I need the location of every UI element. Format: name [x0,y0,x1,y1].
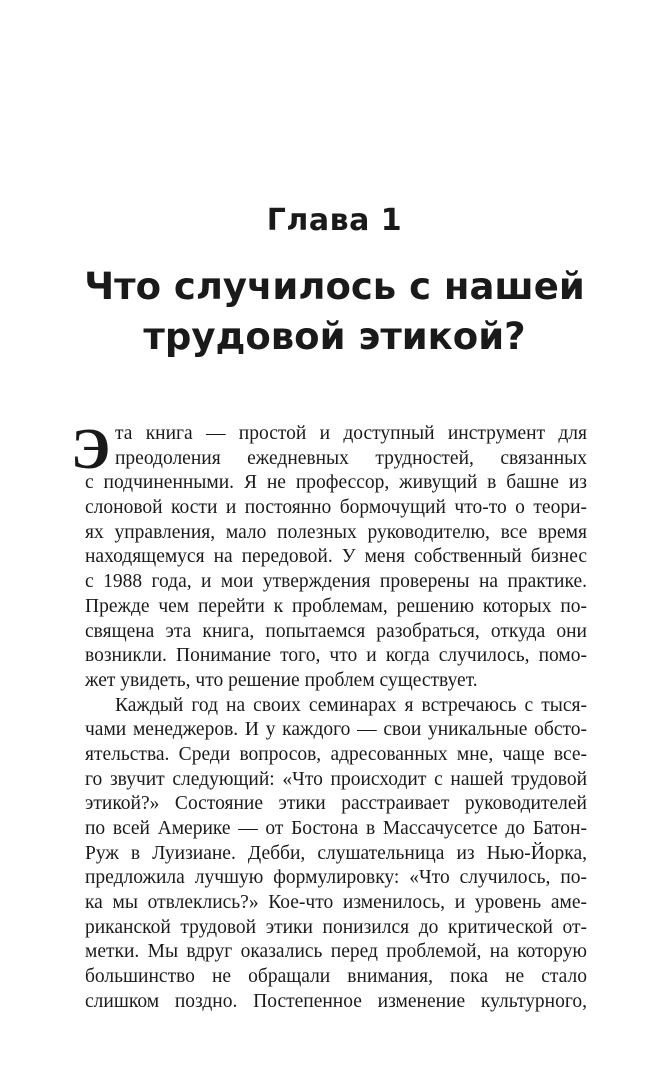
text-line: чами менеджеров. И у каждого — свои уникальные обсто- [85,719,587,741]
text-line: слоновой кости и постоянно бормочущий что-то о теори- [85,497,587,519]
text-line: слишком поздно. Постепенное изменение культурного, [85,990,587,1012]
text-line: жет увидеть, что решение проблем существует. [85,669,478,691]
text-line: ях управления, мало полезных руководителю, все время [85,521,587,543]
text-line: этикой?» Состояние этики расстраивает руководителей [85,793,587,815]
text-line: ятельства. Среди вопросов, адресованных мне, чаще все- [85,743,587,765]
drop-cap: Э [71,416,111,481]
text-line: преодоления ежедневных трудностей, связанных [115,447,587,469]
chapter-title-line: трудовой этикой? [143,315,526,358]
text-line: та книга — простой и доступный инструмент для [115,423,587,444]
text-line: Руж в Луизиане. Дебби, слушательница из Нью-Йорка, [85,842,587,864]
text-line: большинство не обращали внимания, пока не стало [85,966,587,988]
text-line: с 1988 года, и мои утверждения проверены на практике. [85,571,587,593]
text-line: возникли. Понимание того, что и когда случилось, помо- [85,645,587,667]
text-line: Прежде чем перейти к проблемам, решению которых по- [85,595,587,617]
text-line: риканской трудовой этики понизился до критической от- [85,916,587,938]
chapter-label: Глава 1 [266,203,403,238]
text-line: предложила лучшую формулировку: «Что случилось, по- [85,867,587,889]
text-line: метки. Мы вдруг оказались перед проблемой, на которую [85,941,587,963]
text-line: по всей Америке — от Бостона в Массачусетсе до Батон- [85,818,587,839]
body-text [71,416,587,1015]
chapter-title [0,262,669,362]
text-line: го звучит следующий: «Что происходит с нашей трудовой [85,768,587,790]
text-line: Каждый год на своих семинарах я встречаюсь с тыся- [115,694,587,716]
text-line: священа эта книга, попытаемся разобраться, откуда они [85,620,587,642]
text-line: с подчиненными. Я не профессор, живущий в башне из [85,472,587,494]
chapter-title-line: Что случилось с нашей [84,265,585,308]
text-line: находящемуся на передовой. У меня собственный бизнес [85,546,587,568]
text-line: ка мы отвлеклись?» Кое-что изменилось, и уровень аме- [85,892,587,914]
